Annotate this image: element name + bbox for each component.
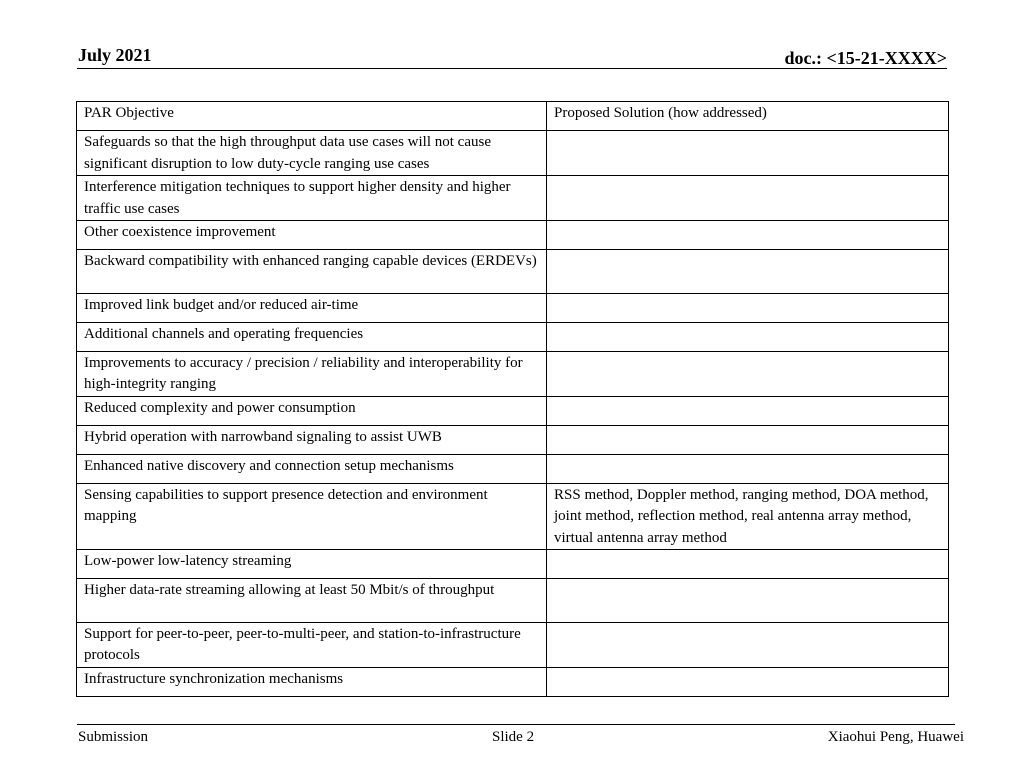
objective-cell: Reduced complexity and power consumption — [77, 396, 547, 425]
table-row — [77, 425, 949, 454]
objective-cell: Low-power low-latency streaming — [77, 550, 547, 579]
table-row — [77, 454, 949, 483]
header-doc-id: doc.: <15-21-XXXX> — [784, 48, 947, 68]
table-row — [77, 351, 949, 396]
table-row — [77, 667, 949, 696]
par-objectives-table — [76, 101, 949, 697]
objective-cell: Support for peer-to-peer, peer-to-multi-peer, and station-to-infrastructure protocols — [77, 622, 547, 667]
solution-cell[interactable] — [547, 131, 949, 176]
solution-cell[interactable] — [547, 293, 949, 322]
table-row — [77, 131, 949, 176]
solution-cell[interactable] — [547, 425, 949, 454]
solution-cell[interactable] — [547, 351, 949, 396]
footer-rule — [77, 724, 955, 725]
footer-author: Xiaohui Peng, Huawei — [827, 729, 964, 745]
solution-cell[interactable] — [547, 250, 949, 294]
table-row — [77, 622, 949, 667]
table-header-row — [77, 102, 949, 131]
objective-cell: Safeguards so that the high throughput data use cases will not cause significant disruption to low duty-cycle ranging use cases — [77, 131, 547, 176]
solution-cell[interactable] — [547, 667, 949, 696]
table-row — [77, 550, 949, 579]
header-date: July 2021 — [78, 45, 152, 65]
solution-cell[interactable] — [547, 579, 949, 623]
objective-cell: Sensing capabilities to support presence detection and environment mapping — [77, 483, 547, 550]
header-rule — [77, 68, 947, 69]
column-header-proposed-solution: Proposed Solution (how addressed) — [547, 102, 949, 131]
column-header-par-objective: PAR Objective — [77, 102, 547, 131]
solution-cell[interactable]: RSS method, Doppler method, ranging method, DOA method, joint method, reflection method, real antenna array method, virtual antenna array method — [547, 483, 949, 550]
solution-cell[interactable] — [547, 322, 949, 351]
table-row — [77, 322, 949, 351]
objective-cell: Hybrid operation with narrowband signaling to assist UWB — [77, 425, 547, 454]
par-table-container — [76, 101, 948, 697]
table-row — [77, 396, 949, 425]
objective-cell: Infrastructure synchronization mechanisms — [77, 667, 547, 696]
solution-cell[interactable] — [547, 396, 949, 425]
solution-cell[interactable] — [547, 176, 949, 221]
objective-cell: Additional channels and operating frequencies — [77, 322, 547, 351]
objective-cell: Other coexistence improvement — [77, 221, 547, 250]
footer-submission: Submission — [78, 729, 149, 745]
objective-cell: Enhanced native discovery and connection setup mechanisms — [77, 454, 547, 483]
table-row — [77, 221, 949, 250]
objective-cell: Improved link budget and/or reduced air-time — [77, 293, 547, 322]
solution-cell[interactable] — [547, 622, 949, 667]
table-row — [77, 579, 949, 623]
solution-cell[interactable] — [547, 221, 949, 250]
table-row — [77, 293, 949, 322]
solution-cell[interactable] — [547, 550, 949, 579]
objective-cell: Interference mitigation techniques to support higher density and higher traffic use cases — [77, 176, 547, 221]
table-row — [77, 250, 949, 294]
objective-cell: Backward compatibility with enhanced ranging capable devices (ERDEVs) — [77, 250, 547, 294]
solution-cell[interactable] — [547, 454, 949, 483]
footer-slide-number: Slide 2 — [492, 729, 535, 745]
table-row — [77, 176, 949, 221]
objective-cell: Higher data-rate streaming allowing at least 50 Mbit/s of throughput — [77, 579, 547, 623]
objective-cell: Improvements to accuracy / precision / reliability and interoperability for high-integrity ranging — [77, 351, 547, 396]
table-row — [77, 483, 949, 550]
